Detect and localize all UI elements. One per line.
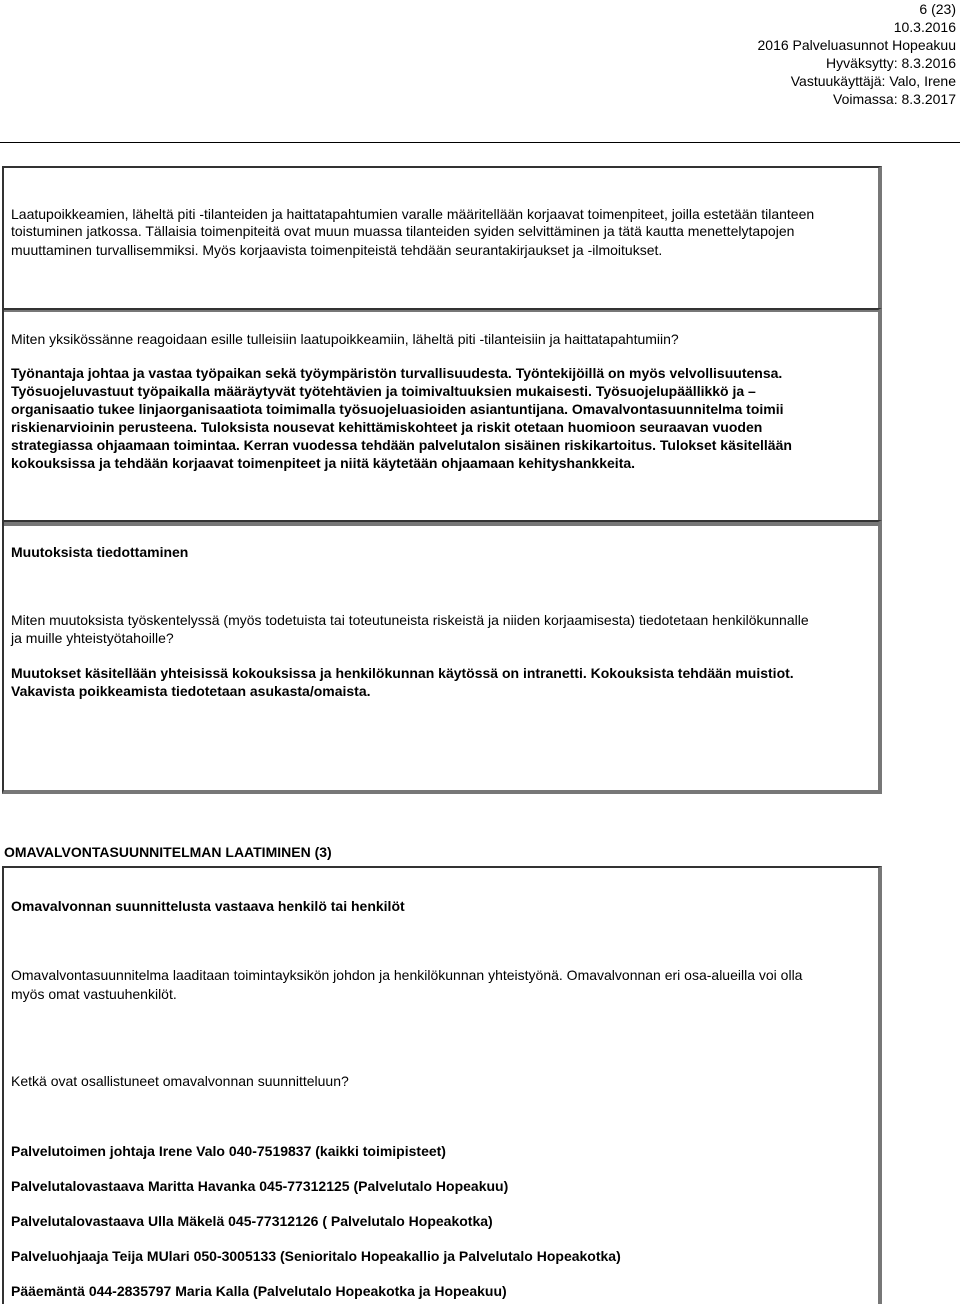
valid-until: Voimassa: 8.3.2017: [833, 91, 956, 107]
answer-line: riskienarvioinin perusteena. Tuloksista nousevat kehittämiskohteet ja riskit otetaan huomioon seuraavan vuoden: [11, 419, 763, 435]
responsible-user: Vastuukäyttäjä: Valo, Irene: [790, 73, 956, 89]
approved-date: Hyväksytty: 8.3.2016: [826, 55, 956, 71]
question-text: Miten yksikössänne reagoidaan esille tulleisiin laatupoikkeamiin, läheltä piti -tilanteisiin ja haittatapahtumiin?: [11, 331, 679, 347]
question-line: ja muille yhteistyötahoille?: [11, 630, 174, 646]
text-line: Laatupoikkeamien, läheltä piti -tilanteiden ja haittatapahtumien varalle määritellään korjaavat toimenpiteet, joilla estetään tilanteen: [11, 206, 815, 222]
answer-line: Työnantaja johtaa ja vastaa työpaikan sekä työympäristön turvallisuudesta. Työntekijöillä on myös velvollisuutensa.: [11, 365, 783, 381]
text-line: myös omat vastuuhenkilöt.: [11, 986, 177, 1002]
text-line: Omavalvontasuunnitelma laaditaan toimintayksikön johdon ja henkilökunnan yhteistyönä. Omavalvonnan eri osa-alueilla voi olla: [11, 967, 803, 983]
question-line: Miten muutoksista työskentelyssä (myös todetuista tai toteutuneista riskeistä ja niiden korjaamisesta) tiedotetaan henkilökunnalle: [11, 612, 809, 628]
box-title: Muutoksista tiedottaminen: [11, 544, 189, 560]
answer-line: Työsuojeluvastuut työpaikalla määräytyvät työtehtävien ja toimivaltuuksien mukaisesti. Työsuojelupäällikkö ja –: [11, 383, 756, 399]
answer-line: Muutokset käsitellään yhteisissä kokouksissa ja henkilökunnan käytössä on intranetti. Kokouksista tehdään muistiot.: [11, 665, 794, 681]
change-communication-box: [2, 520, 882, 794]
corrective-measures-box: [2, 166, 882, 312]
question-text: Ketkä ovat osallistuneet omavalvonnan suunnitteluun?: [11, 1073, 349, 1089]
section-title: OMAVALVONTASUUNNITELMAN LAATIMINEN (3): [4, 844, 332, 860]
header-rule: [0, 142, 960, 143]
planning-responsible-box: [2, 866, 882, 1304]
answer-line: strategiassa ohjaamaan toimintaa. Kerran vuodessa tehdään palvelutalon sisäinen riskikartoitus. Tulokset käsitellään: [11, 437, 792, 453]
answer-line: organisaatio tukee linjaorganisaatiota toimimalla työsuojeluasioiden asiantuntijana. Omavalvontasuunnitelma toimii: [11, 401, 784, 417]
page-header: [758, 0, 957, 108]
answer-line: Vakavista poikkeamista tiedotetaan asukasta/omaista.: [11, 683, 371, 699]
document-title: 2016 Palveluasunnot Hopeakuu: [757, 37, 956, 53]
header-date: 10.3.2016: [893, 19, 956, 35]
person-entry: Palvelutalovastaava Maritta Havanka 045-77312125 (Palvelutalo Hopeakuu): [11, 1178, 509, 1194]
text-line: muuttaminen turvallisemmiksi. Myös korjaavista toimenpiteistä tehdään seurantakirjaukset ja -ilmoitukset.: [11, 242, 663, 258]
person-entry: Palvelutoimen johtaja Irene Valo 040-7519837 (kaikki toimipisteet): [11, 1143, 446, 1159]
text-line: toistuminen jatkossa. Tällaisia toimenpiteitä ovat muun muassa tilanteiden syiden selvittäminen ja tätä kautta menettelytapojen: [11, 223, 795, 239]
reaction-box: [2, 308, 882, 526]
person-entry: Palvelutalovastaava Ulla Mäkelä 045-77312126 ( Palvelutalo Hopeakotka): [11, 1213, 493, 1229]
box-title: Omavalvonnan suunnittelusta vastaava henkilö tai henkilöt: [11, 898, 405, 914]
person-entry: Palveluohjaaja Teija MUlari 050-3005133 (Senioritalo Hopeakallio ja Palvelutalo Hopeakotka): [11, 1248, 621, 1264]
page-number: 6 (23): [919, 1, 956, 17]
answer-line: kokouksissa ja tehdään korjaavat toimenpiteet ja niitä käytetään ohjaamaan kehityshankkeita.: [11, 455, 636, 471]
person-entry: Pääemäntä 044-2835797 Maria Kalla (Palvelutalo Hopeakotka ja Hopeakuu): [11, 1283, 507, 1299]
